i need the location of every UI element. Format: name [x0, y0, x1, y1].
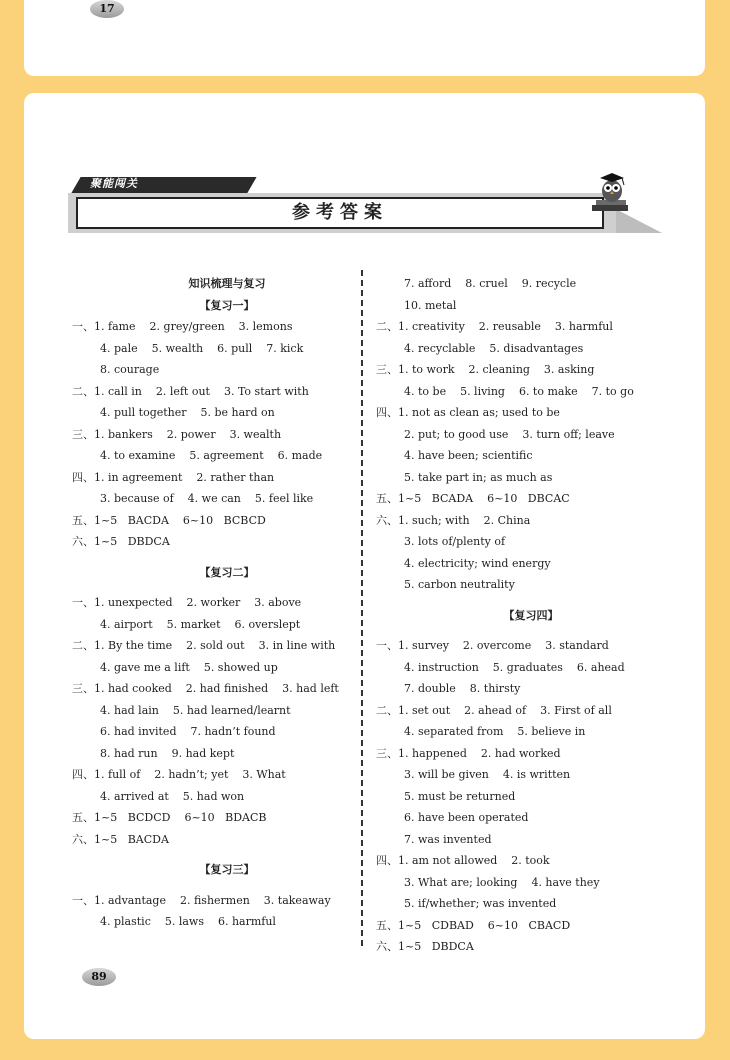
right-column: [376, 273, 686, 958]
answer-page-card: [24, 93, 705, 1039]
answer-line: 四、1. not as clean as; used to be: [376, 406, 560, 419]
owl-mascot-icon: [588, 169, 632, 215]
brand-label: 聚能闯关: [90, 177, 138, 190]
answer-line: 4. electricity; wind energy: [404, 556, 551, 570]
answer-line: 3. will be given 4. is written: [404, 768, 571, 781]
answer-line: 二、1. set out 2. ahead of 3. First of all: [376, 703, 612, 717]
answer-line: 四、1. in agreement 2. rather than: [72, 470, 275, 484]
answer-line: 二、1. creativity 2. reusable 3. harmful: [376, 320, 613, 333]
answer-line: 5. must be returned: [404, 789, 516, 803]
previous-page-card: [24, 0, 705, 76]
answer-line: 7. was invented: [404, 832, 492, 846]
answer-line: 4. pale 5. wealth 6. pull 7. kick: [100, 341, 304, 355]
answer-line: 五、1~5 BCADA 6~10 DBCAC: [376, 492, 570, 505]
answer-line: 4. airport 5. market 6. overslept: [100, 617, 301, 631]
answer-line: 一、1. unexpected 2. worker 3. above: [72, 596, 302, 609]
answer-line: 四、1. am not allowed 2. took: [376, 854, 550, 867]
answer-line: 6. have been operated: [404, 811, 529, 824]
answer-line: 5. carbon neutrality: [404, 578, 515, 591]
review-4-title: 【复习四】: [503, 608, 559, 622]
answer-line: 4. arrived at 5. had won: [100, 789, 245, 803]
answer-line: 一、1. fame 2. grey/green 3. lemons: [72, 320, 293, 333]
answer-line: 五、1~5 CDBAD 6~10 CBACD: [376, 918, 571, 932]
answer-line: 三、1. happened 2. had worked: [376, 746, 561, 760]
page-number-badge: 17: [90, 0, 124, 18]
page-header: [68, 177, 651, 249]
answer-line: 六、1~5 DBDCA: [376, 940, 474, 953]
answer-line: 4. recyclable 5. disadvantages: [404, 341, 584, 355]
answer-line: 五、1~5 BCDCD 6~10 BDACB: [72, 811, 267, 824]
answer-line: 一、1. survey 2. overcome 3. standard: [376, 639, 609, 652]
answer-line: 8. had run 9. had kept: [100, 746, 235, 760]
left-column: [72, 273, 382, 933]
answer-line: 5. if/whether; was invented: [404, 897, 557, 910]
answer-line: 4. to examine 5. agreement 6. made: [100, 449, 323, 462]
answer-line: 4. gave me a lift 5. showed up: [100, 660, 278, 674]
page-number-badge: 89: [82, 968, 116, 986]
answer-line: 3. What are; looking 4. have they: [404, 875, 600, 889]
answer-line: 三、1. bankers 2. power 3. wealth: [72, 427, 282, 441]
answer-line: 7. double 8. thirsty: [404, 682, 521, 695]
review-1-title: 【复习一】: [199, 298, 255, 312]
review-2-title: 【复习二】: [199, 565, 255, 579]
answer-line: 7. afford 8. cruel 9. recycle: [404, 277, 577, 290]
answer-line: 二、1. By the time 2. sold out 3. in line with: [72, 639, 336, 652]
answer-line: 三、1. to work 2. cleaning 3. asking: [376, 363, 595, 376]
page-title: 参考答案: [76, 197, 604, 229]
answer-line: 四、1. full of 2. hadn’t; yet 3. What: [72, 768, 286, 781]
answer-line: 二、1. call in 2. left out 3. To start with: [72, 384, 309, 398]
answer-line: 6. had invited 7. hadn’t found: [100, 725, 276, 738]
answer-line: 10. metal: [404, 298, 457, 312]
answer-line: 4. plastic 5. laws 6. harmful: [100, 915, 276, 928]
answer-line: 六、1~5 BACDA: [72, 832, 169, 846]
section-heading: 知识梳理与复习: [188, 277, 266, 290]
answer-line: 4. have been; scientific: [404, 449, 533, 462]
answer-line: 一、1. advantage 2. fishermen 3. takeaway: [72, 893, 331, 907]
review-3-title: 【复习三】: [199, 863, 255, 876]
answer-line: 5. take part in; as much as: [404, 470, 553, 484]
answer-line: 三、1. had cooked 2. had finished 3. had left: [72, 682, 339, 695]
answer-line: 六、1~5 DBDCA: [72, 535, 170, 548]
answer-line: 3. because of 4. we can 5. feel like: [100, 492, 314, 505]
answer-line: 4. instruction 5. graduates 6. ahead: [404, 660, 625, 674]
answer-line: 2. put; to good use 3. turn off; leave: [404, 427, 615, 441]
answer-line: 3. lots of/plenty of: [404, 535, 506, 548]
answer-line: 4. had lain 5. had learned/learnt: [100, 703, 291, 717]
answer-line: 4. separated from 5. believe in: [404, 725, 586, 738]
answer-line: 五、1~5 BACDA 6~10 BCBCD: [72, 513, 266, 527]
answer-line: 六、1. such; with 2. China: [376, 513, 531, 527]
answer-line: 4. pull together 5. be hard on: [100, 406, 275, 419]
answer-line: 8. courage: [100, 363, 160, 376]
answer-line: 4. to be 5. living 6. to make 7. to go: [404, 384, 634, 398]
